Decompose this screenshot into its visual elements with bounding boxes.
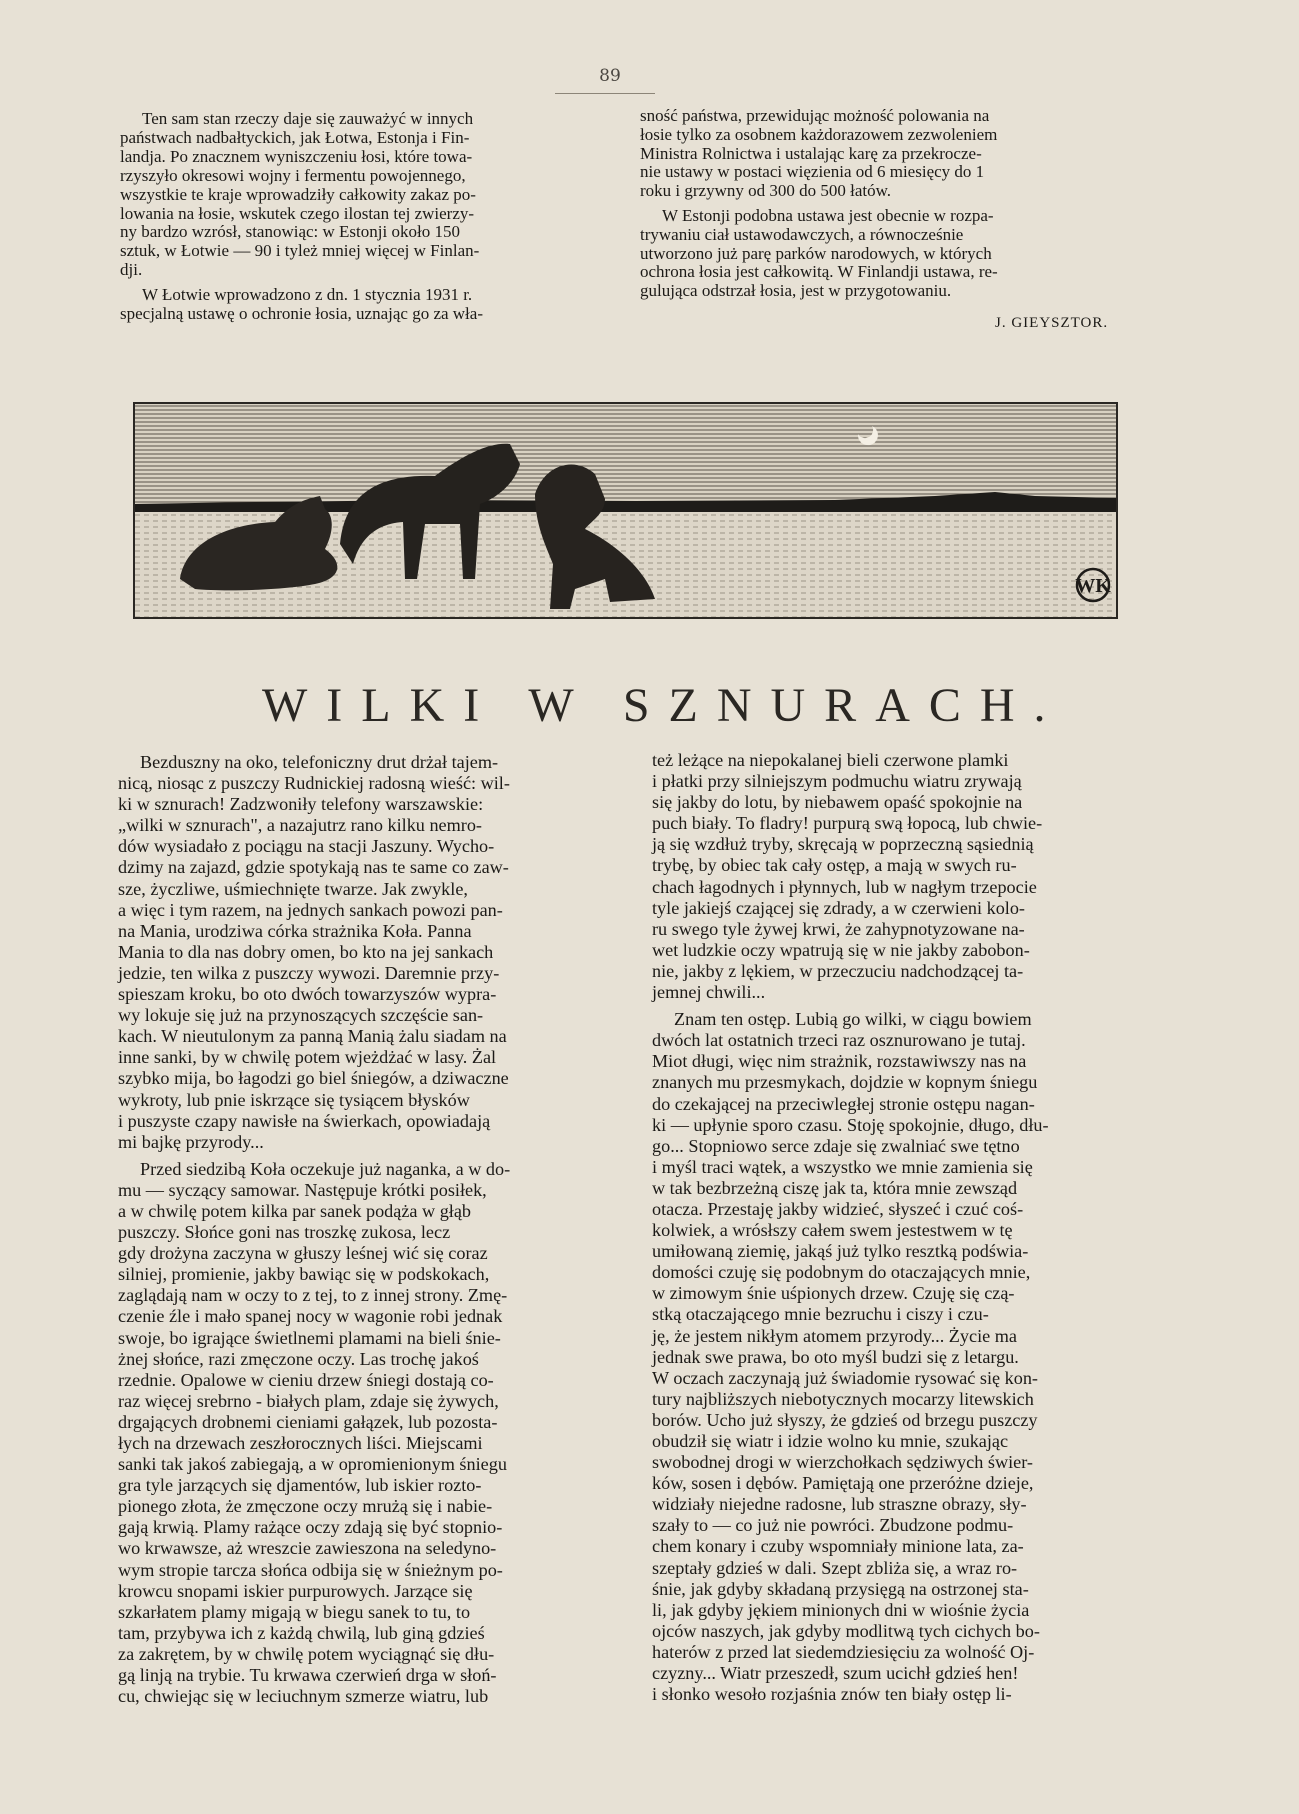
text-line: ny bardzo wzrósł, stanowiąc: w Estonji około 150 [120, 222, 460, 242]
text-line: Znam ten ostęp. Lubią go wilki, w ciągu bowiem [674, 1009, 1032, 1030]
text-line: Przed siedzibą Koła oczekuje już naganka, a w do- [140, 1158, 511, 1179]
text-line: chem konary i czuby wspomniały minione lata, za- [652, 1536, 1024, 1557]
article-body-left-column [118, 752, 510, 1707]
text-line: roku i grzywny od 300 do 500 łatów. [640, 181, 892, 201]
text-line: a więc i tym razem, na jednych sankach powozi pan- [118, 899, 503, 920]
text-line: krowcu snopami iskier purpurowych. Jarzące się [118, 1580, 473, 1601]
text-line: a w chwilę potem kilka par sanek podąża w głąb [118, 1200, 472, 1221]
text-line: chach łagodnych i płynnych, lub w nagłym trzepocie [652, 876, 1037, 897]
article-body-right-column [652, 750, 1049, 1705]
text-line: cu, chwiejąc się w leciuchnym szmerze wiatru, lub [118, 1686, 489, 1707]
illustration-monogram: WK [1075, 575, 1111, 597]
text-line: państwach nadbałtyckich, jak Łotwa, Estonja i Fin- [120, 127, 470, 147]
text-line: zaglądają nam w oczy to z tej, to z innej strony. Zmę- [118, 1285, 508, 1306]
text-line: W Łotwie wprowadzono z dn. 1 stycznia 1931 r. [142, 285, 473, 305]
text-line: kolwiek, a wrósłszy całem swem jestestwem w tę [652, 1220, 1013, 1241]
text-line: go... Stopniowo serce zdaje się zwalniać swe tętno [652, 1135, 1020, 1156]
text-line: ję, że jestem nikłym atomem przyrody... Życie ma [652, 1325, 1017, 1346]
text-line: jemnej chwili... [652, 982, 766, 1003]
text-line: borów. Ucho już słyszy, że gdzieś od brzegu puszczy [652, 1409, 1038, 1430]
text-line: specjalną ustawę o ochronie łosia, uznając go za wła- [120, 304, 483, 324]
article-signature: J. GIEYSZTOR. [995, 315, 1109, 331]
text-line: wet ludzkie oczy wpatrują się w nie jakby zabobon- [652, 939, 1030, 960]
text-line: nie, jakby z lękiem, w przeczuciu nadchodzącej ta- [652, 960, 1024, 981]
text-line: ojców naszych, jak gdyby modlitwą tych cichych bo- [652, 1620, 1040, 1641]
text-line: inne sanki, by w chwilę potem wjeżdżać w lasy. Żal [118, 1047, 497, 1068]
text-line: czenie źle i mało spanej nocy w wagonie robi jednak [118, 1306, 503, 1327]
text-line: sanki tak jakoś zabiegają, a w opromienionym śniegu [118, 1454, 507, 1475]
text-line: haterów z przed lat siedemdziesięciu za wolność Oj- [652, 1641, 1035, 1662]
text-line: do czekającej na przeciwległej stronie ostępu nagan- [652, 1093, 1035, 1114]
text-line: w tak bezbrzeżną ciszę jak ta, która mnie zewsząd [652, 1177, 1018, 1198]
text-line: śnie, jak gdyby składaną przysięgą na ostrzonej sta- [652, 1578, 1029, 1599]
text-line: sztuk, w Łotwie — 90 i tyleż mniej więcej w Finlan- [120, 241, 480, 261]
text-line: się jakby do lotu, by niebawem opaść spokojnie na [652, 792, 1023, 813]
text-line: ki — upłynie sporo czasu. Stoję spokojnie, długo, dłu- [652, 1114, 1049, 1135]
text-line: szybko mija, bo łagodzi go biel śniegów, a dziwaczne [118, 1068, 509, 1089]
text-line: tury najbliższych niebotycznych mocarzy litewskich [652, 1388, 1034, 1409]
text-line: nicą, niosąc z puszczy Rudnickiej radosną wieść: wil- [118, 773, 510, 794]
text-line: otacza. Przestaję jakby widzieć, słyszeć i czuć coś- [652, 1198, 1024, 1219]
text-line: wy lokuje się już na przynoszących szczęście san- [118, 1005, 484, 1026]
text-line: szały to — co już nie powróci. Zbudzone podmu- [652, 1515, 1014, 1536]
text-line: jednak swe prawa, bo oto myśl budzi się z letargu. [652, 1346, 1019, 1367]
text-line: w zimowym śnie uśpionych drzew. Czuję się czą- [652, 1283, 1015, 1304]
top-left-column [120, 110, 483, 324]
text-line: pionego złota, że zmęczone oczy mrużą się i nabie- [118, 1496, 493, 1517]
text-line: landja. Po znacznem wyniszczeniu łosi, które towa- [120, 146, 473, 166]
text-line: domości czuję się podobnym do otaczających mnie, [652, 1262, 1031, 1283]
text-line: wszystkie te kraje wprowadziły całkowity zakaz po- [120, 184, 476, 204]
text-line: i puszyste czapy nawisłe na świerkach, opowiadają [118, 1110, 491, 1131]
text-line: ru swego tyle żywej krwi, że zahypnotyzowane na- [652, 918, 1025, 939]
text-line: dwóch lat ostatnich trzeci raz osznurowano je tutaj. [652, 1030, 1026, 1051]
text-line: spieszam kroku, bo oto dwóch towarzyszów wypra- [118, 984, 497, 1005]
text-line: gają krwią. Plamy rażące oczy zdają się być stopnio- [118, 1517, 503, 1538]
text-line: ki w sznurach! Zadzwoniły telefony warszawskie: [118, 794, 484, 815]
text-line: i myśl traci wątek, a wszystko we mnie zamienia się [652, 1156, 1033, 1177]
text-line: W oczach zaczynają już świadomie rysować się kon- [652, 1367, 1038, 1388]
text-line: li, jak gdyby jękiem minionych dni w wiośnie życia [652, 1599, 1030, 1620]
text-line: wo krwawsze, aż wreszcie zawieszona na seledyno- [118, 1538, 497, 1559]
page-number-rule [555, 93, 655, 94]
text-line: jedzie, ten wilka z puszczy wywozi. Daremnie przy- [118, 962, 500, 983]
article-title: WILKI W SZNURACH. [262, 679, 1065, 732]
text-line: szeptały gdzieś w dali. Szept zbliża się, a wraz ro- [652, 1557, 1018, 1578]
text-line: drgających drobnemi cieniami gałązek, lub pozosta- [118, 1411, 498, 1432]
text-line: szkarłatem plamy migają w biegu sanek to tu, to [118, 1601, 471, 1622]
text-line: też leżące na niepokalanej bieli czerwone plamki [652, 750, 1009, 770]
text-line: raz więcej srebrno - białych plam, zdaje się żywych, [118, 1390, 499, 1411]
text-line: i płatki przy silniejszym podmuchu wiatru zrywają [652, 771, 1022, 792]
text-line: znanych mu przesmykach, dojdzie w kopnym śniegu [652, 1072, 1038, 1093]
text-line: swoje, bo igrające świetlnemi plamami na bieli śnie- [118, 1327, 501, 1348]
text-line: wykroty, lub pnie iskrzące się tysiącem błysków [118, 1089, 470, 1110]
text-line: i słonko wesoło rozjaśnia znów ten biały ostęp li- [652, 1684, 1012, 1705]
text-line: dji. [120, 260, 143, 280]
text-line: Ministra Rolnictwa i ustalając karę za przekrocze- [640, 143, 982, 163]
text-line: Bezduszny na oko, telefoniczny drut drżał tajem- [140, 752, 499, 772]
text-line: gdy drożyna zaczyna w głuszy leśnej wić się coraz [118, 1243, 488, 1264]
text-line: gulująca odstrzał łosia, jest w przygotowaniu. [640, 281, 952, 301]
text-line: mi bajkę przyrody... [118, 1131, 264, 1152]
text-line: widziały niejedne radosne, lub straszne obrazy, sły- [652, 1494, 1027, 1515]
page-number: 89 [599, 66, 621, 86]
text-line: ków, sosen i dębów. Pamiętają one przeróżne dzieje, [652, 1473, 1034, 1494]
text-line: „wilki w sznurach", a nazajutrz rano kilku nemro- [118, 815, 482, 836]
text-line: nie ustawy w postaci więzienia od 6 miesięcy do 1 [640, 162, 985, 182]
text-line: gą linją na trybie. Tu krwawa czerwień drga w słoń- [118, 1665, 497, 1686]
text-line: Mania to dla nas dobry omen, bo kto na jej sankach [118, 941, 494, 962]
text-line: łych na drzewach zeszłorocznych liści. Miejscami [118, 1433, 483, 1453]
text-line: obudził się wiatr i idzie wolno ku mnie, szukając [652, 1431, 1009, 1451]
text-line: stką otaczającego mnie bezruchu i ciszy i czu- [652, 1304, 989, 1325]
top-right-column [640, 107, 998, 301]
text-line: żnej słońce, razi zmęczone oczy. Las trochę jakoś [118, 1348, 479, 1369]
text-line: łosie tylko za osobnem każdorazowem zezwoleniem [640, 124, 998, 144]
text-line: ją się wzdłuż tryby, skręcają w poprzeczną sąsiednią [652, 834, 1034, 855]
text-line: tyle jakiejś czającej się zdrady, a w czerwieni kolo- [652, 897, 1025, 918]
text-line: sze, życzliwe, uśmiechnięte twarze. Jak zwykle, [118, 878, 468, 899]
text-line: puszczy. Słońce goni nas troszkę zukosa, lecz [118, 1222, 451, 1243]
text-line: dów wysiadało z pociągu na stacji Jaszuny. Wycho- [118, 836, 495, 857]
text-line: silniej, promienie, jakby bawiąc się w podskokach, [118, 1264, 490, 1285]
text-line: umiłowaną ziemię, jakąś już tylko resztką podświa- [652, 1241, 1029, 1262]
text-line: W Estonji podobna ustawa jest obecnie w rozpa- [662, 205, 994, 225]
text-line: utworzono już parę parków narodowych, w których [640, 243, 992, 263]
sky [135, 404, 1116, 504]
wolves-illustration [133, 402, 1118, 619]
text-line: czyzny... Wiatr przeszedł, szum ucichł gdzieś hen! [652, 1663, 1019, 1684]
text-line: kach. W nieutulonym za panną Manią żalu siadam na [118, 1026, 507, 1047]
text-line: ochrona łosia jest całkowitą. W Finlandji ustawa, re- [640, 262, 998, 282]
text-line: na Mania, urodziwa córka strażnika Koła. Panna [118, 920, 472, 941]
text-line: Miot długi, więc nim strażnik, rozstawiwszy nas na [652, 1051, 1027, 1072]
text-line: Ten sam stan rzeczy daje się zauważyć w innych [142, 109, 474, 128]
text-line: puch biały. To fladry! purpurą swą łopocą, lub chwie- [652, 813, 1043, 834]
text-line: mu — syczący samowar. Następuje krótki posiłek, [118, 1179, 487, 1200]
text-line: dzimy na zajazd, gdzie spotykają nas te same co zaw- [118, 857, 509, 878]
text-line: trybę, by obiec tak cały ostęp, a mają w swych ru- [652, 855, 1017, 876]
text-line: gra tyle jarzących się djamentów, lub iskier rozto- [118, 1475, 482, 1496]
text-line: sność państwa, przewidując możność polowania na [640, 106, 990, 125]
text-line: lowania na łosie, wskutek czego ilostan tej zwierzy- [120, 203, 475, 223]
text-line: wym stropie tarcza słońca odbija się w śnieżnym po- [118, 1559, 503, 1580]
text-line: rzyszyło okresowi wojny i fermentu powojennego, [120, 165, 466, 185]
text-line: tam, przybywa ich z każdą chwilą, lub giną gdzieś [118, 1622, 485, 1643]
text-line: swobodnej drogi w wierzchołkach sędziwych świer- [652, 1452, 1033, 1473]
text-line: za zakrętem, by w chwilę potem wyciągnąć się dłu- [118, 1643, 495, 1664]
text-line: trywaniu ciał ustawodawczych, a równocześnie [640, 224, 964, 244]
text-line: rzednie. Opalowe w cieniu drzew śniegi dostają co- [118, 1369, 494, 1390]
